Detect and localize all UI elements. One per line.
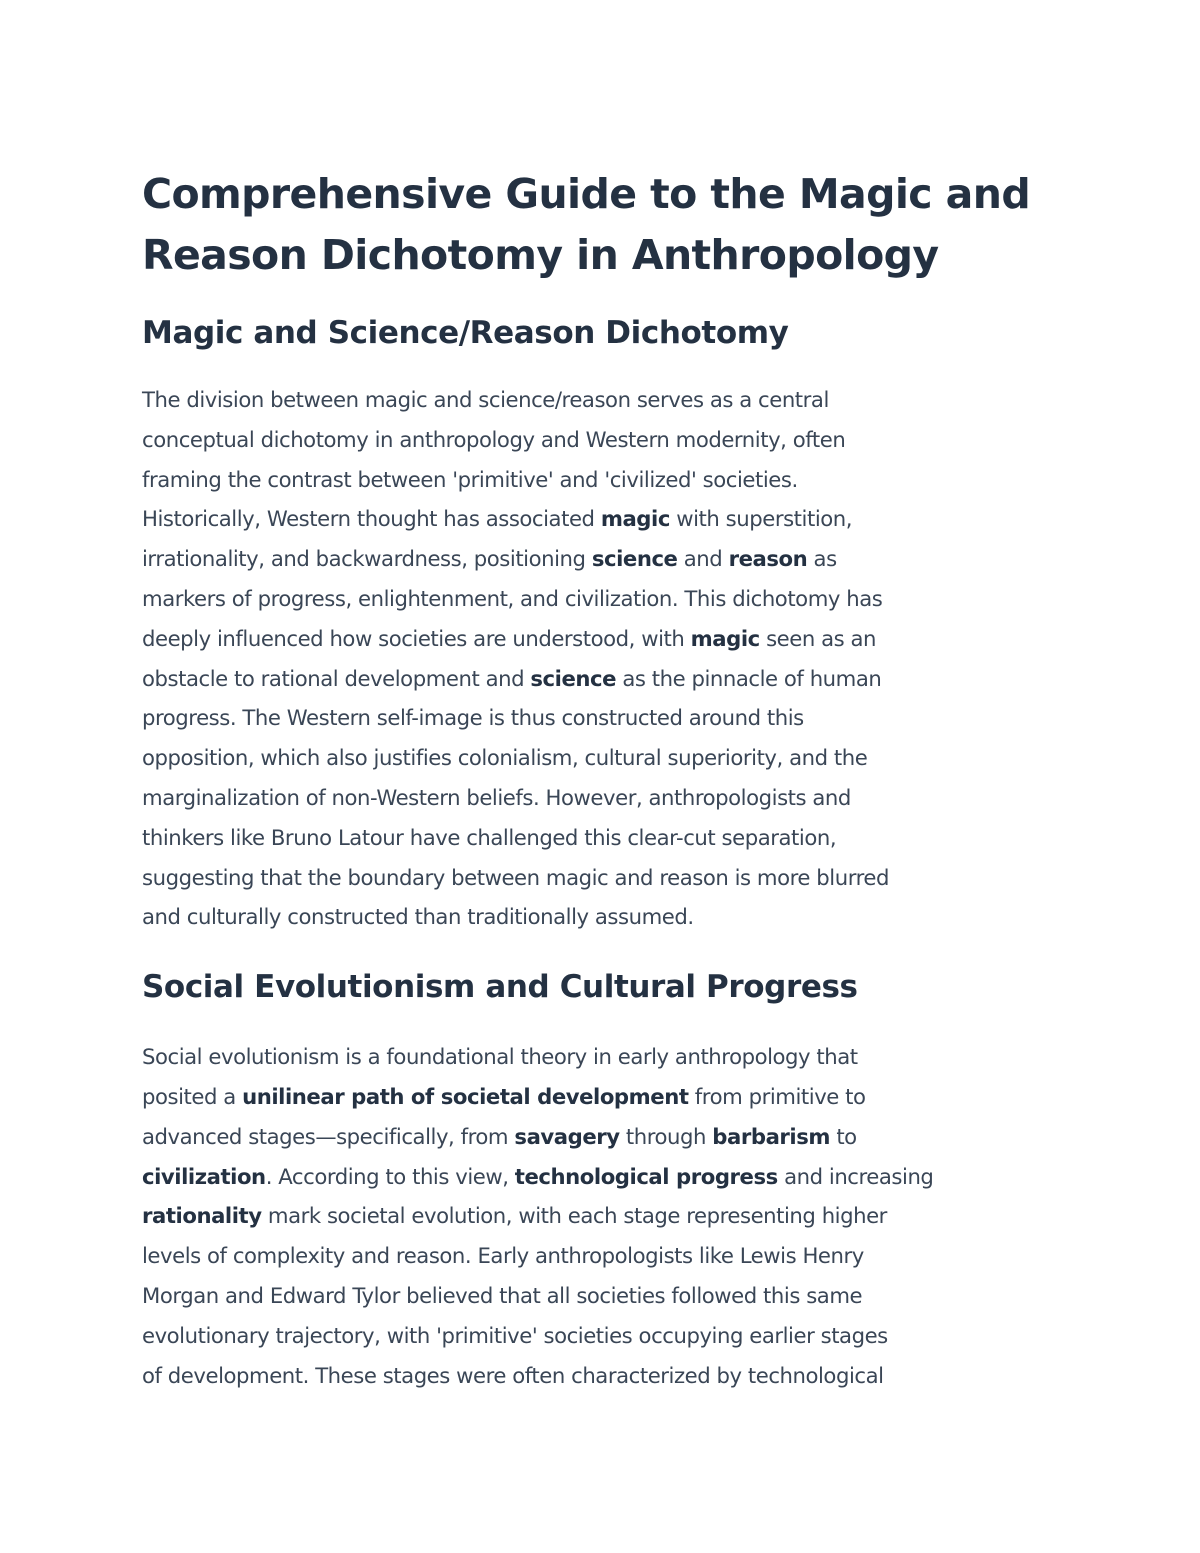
emphasis-term: rationality <box>142 1203 262 1229</box>
text-line: civilization. According to this view, technological progress and increasing <box>142 1163 934 1189</box>
emphasis-term: barbarism <box>712 1123 831 1149</box>
emphasis-term: science <box>591 546 678 572</box>
text-line: Morgan and Edward Tylor believed that all societies followed this same <box>142 1282 863 1308</box>
emphasis-term: science <box>530 665 617 691</box>
text-line: progress. The Western self-image is thus constructed around this <box>142 705 804 731</box>
emphasis-term: civilization <box>142 1163 266 1189</box>
text-line: markers of progress, enlightenment, and civilization. This dichotomy has <box>142 585 883 611</box>
text-line: framing the contrast between 'primitive' and 'civilized' societies. <box>142 466 798 492</box>
emphasis-term: unilinear path of societal development <box>242 1083 689 1109</box>
text-line: levels of complexity and reason. Early anthropologists like Lewis Henry <box>142 1243 864 1269</box>
text-line: obstacle to rational development and science as the pinnacle of human <box>142 665 882 691</box>
emphasis-term: savagery <box>514 1123 620 1149</box>
emphasis-term: magic <box>600 506 670 532</box>
text-line: thinkers like Bruno Latour have challenged this clear-cut separation, <box>142 824 837 850</box>
emphasis-term: technological progress <box>514 1163 778 1189</box>
paragraph-magic-reason <box>142 380 1062 937</box>
text-line: conceptual dichotomy in anthropology and Western modernity, often <box>142 426 846 452</box>
text-line: The division between magic and science/reason serves as a central <box>142 387 829 412</box>
section-heading-social-evolutionism: Social Evolutionism and Cultural Progress <box>142 969 858 1006</box>
section-heading-magic-reason: Magic and Science/Reason Dichotomy <box>142 315 789 351</box>
text-line: posited a unilinear path of societal development from primitive to <box>142 1083 866 1109</box>
page-title <box>142 164 1062 286</box>
text-line: irrationality, and backwardness, positioning science and reason as <box>142 546 837 572</box>
text-line: of development. These stages were often characterized by technological <box>142 1362 884 1388</box>
text-line: opposition, which also justifies colonialism, cultural superiority, and the <box>142 745 868 771</box>
text-line: Social evolutionism is a foundational theory in early anthropology that <box>142 1044 858 1070</box>
text-line: evolutionary trajectory, with 'primitive' societies occupying earlier stages <box>142 1322 888 1348</box>
text-line: Historically, Western thought has associated magic with superstition, <box>142 506 853 532</box>
emphasis-term: magic <box>690 625 760 651</box>
text-line: and culturally constructed than traditionally assumed. <box>142 904 694 930</box>
text-line: deeply influenced how societies are understood, with magic seen as an <box>142 625 877 651</box>
title-line: Comprehensive Guide to the Magic and <box>142 170 1031 218</box>
emphasis-term: reason <box>728 546 808 572</box>
text-line: advanced stages—specifically, from savagery through barbarism to <box>142 1123 857 1149</box>
text-line: rationality mark societal evolution, with each stage representing higher <box>142 1203 887 1229</box>
document-page <box>142 164 1062 1395</box>
text-line: marginalization of non-Western beliefs. However, anthropologists and <box>142 784 851 810</box>
title-line: Reason Dichotomy in Anthropology <box>142 231 939 279</box>
text-line: suggesting that the boundary between magic and reason is more blurred <box>142 864 889 890</box>
paragraph-social-evolutionism <box>142 1037 1062 1395</box>
